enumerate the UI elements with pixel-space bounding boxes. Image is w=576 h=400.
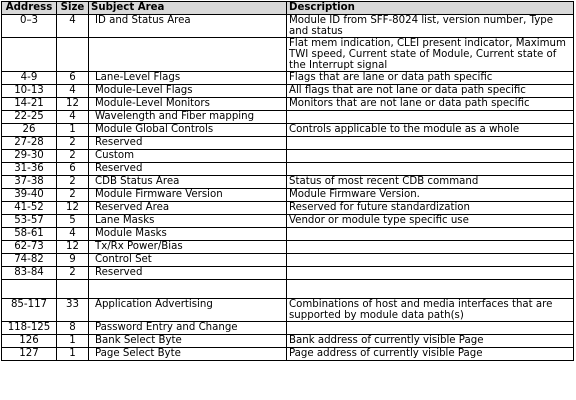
table-row (2, 280, 574, 299)
memory-map-table (1, 1, 574, 361)
cell-address (2, 38, 57, 72)
table-row (2, 137, 574, 150)
cell-subject-area: Tx/Rx Power/Bias (89, 241, 287, 254)
cell-subject-area: Reserved (89, 137, 287, 150)
cell-address: 127 (2, 348, 57, 361)
table-row (2, 163, 574, 176)
table-row (2, 98, 574, 111)
cell-subject-area: Bank Select Byte (89, 335, 287, 348)
table-row (2, 202, 574, 215)
cell-address: 74-82 (2, 254, 57, 267)
cell-size: 33 (57, 299, 89, 322)
cell-description (287, 280, 574, 299)
cell-address: 118-125 (2, 322, 57, 335)
cell-subject-area (89, 38, 287, 72)
cell-address: 39-40 (2, 189, 57, 202)
cell-size: 6 (57, 72, 89, 85)
table-row (2, 228, 574, 241)
cell-description: Module Firmware Version. (287, 189, 574, 202)
table-row (2, 254, 574, 267)
cell-subject-area: Custom (89, 150, 287, 163)
cell-size: 4 (57, 15, 89, 38)
cell-address: 29-30 (2, 150, 57, 163)
cell-size: 2 (57, 189, 89, 202)
table-row (2, 176, 574, 189)
header-size: Size (57, 2, 89, 15)
cell-description (287, 150, 574, 163)
cell-description (287, 137, 574, 150)
cell-subject-area: Control Set (89, 254, 287, 267)
cell-size: 4 (57, 228, 89, 241)
cell-address: 62-73 (2, 241, 57, 254)
cell-description (287, 111, 574, 124)
cell-subject-area: Module-Level Flags (89, 85, 287, 98)
table-row (2, 15, 574, 38)
table-row (2, 335, 574, 348)
cell-subject-area: Lane Masks (89, 215, 287, 228)
cell-size: 2 (57, 176, 89, 189)
cell-description: Status of most recent CDB command (287, 176, 574, 189)
cell-description: Flags that are lane or data path specific (287, 72, 574, 85)
header-description: Description (287, 2, 574, 15)
cell-subject-area: Module-Level Monitors (89, 98, 287, 111)
cell-size: 1 (57, 124, 89, 137)
table-row (2, 124, 574, 137)
cell-subject-area: Reserved Area (89, 202, 287, 215)
cell-subject-area: Module Masks (89, 228, 287, 241)
cell-description: Controls applicable to the module as a whole (287, 124, 574, 137)
cell-description (287, 254, 574, 267)
cell-address: 10-13 (2, 85, 57, 98)
cell-subject-area: ID and Status Area (89, 15, 287, 38)
cell-description (287, 228, 574, 241)
cell-address: 58-61 (2, 228, 57, 241)
cell-address: 14-21 (2, 98, 57, 111)
cell-size: 8 (57, 322, 89, 335)
table-row (2, 322, 574, 335)
cell-size: 2 (57, 137, 89, 150)
cell-subject-area: CDB Status Area (89, 176, 287, 189)
cell-description (287, 322, 574, 335)
cell-size: 9 (57, 254, 89, 267)
cell-size (57, 38, 89, 72)
table-row (2, 72, 574, 85)
cell-description: Monitors that are not lane or data path specific (287, 98, 574, 111)
table-row (2, 348, 574, 361)
table-row (2, 299, 574, 322)
table-row (2, 267, 574, 280)
cell-size: 12 (57, 241, 89, 254)
cell-address (2, 280, 57, 299)
cell-description: Reserved for future standardization (287, 202, 574, 215)
cell-subject-area: Wavelength and Fiber mapping (89, 111, 287, 124)
header-address: Address (2, 2, 57, 15)
cell-description: All flags that are not lane or data path specific (287, 85, 574, 98)
cell-subject-area: Reserved (89, 267, 287, 280)
table-row (2, 85, 574, 98)
cell-description: Page address of currently visible Page (287, 348, 574, 361)
cell-subject-area: Application Advertising (89, 299, 287, 322)
cell-address: 0–3 (2, 15, 57, 38)
cell-description (287, 241, 574, 254)
cell-description (287, 163, 574, 176)
cell-address: 83-84 (2, 267, 57, 280)
cell-address: 26 (2, 124, 57, 137)
table-row (2, 189, 574, 202)
cell-description: Combinations of host and media interfaces that are supported by module data path(s) (287, 299, 574, 322)
table-row (2, 111, 574, 124)
cell-subject-area: Lane-Level Flags (89, 72, 287, 85)
cell-address: 53-57 (2, 215, 57, 228)
cell-size: 1 (57, 335, 89, 348)
cell-description: Module ID from SFF-8024 list, version number, Type and status (287, 15, 574, 38)
header-subject-area: Subject Area (89, 2, 287, 15)
cell-description (287, 267, 574, 280)
cell-subject-area: Module Global Controls (89, 124, 287, 137)
cell-address: 37-38 (2, 176, 57, 189)
cell-address: 4-9 (2, 72, 57, 85)
cell-subject-area: Reserved (89, 163, 287, 176)
cell-size: 4 (57, 85, 89, 98)
table-body (2, 15, 574, 361)
cell-size: 5 (57, 215, 89, 228)
cell-subject-area: Password Entry and Change (89, 322, 287, 335)
cell-description: Bank address of currently visible Page (287, 335, 574, 348)
table-header-row (2, 2, 574, 15)
cell-address: 31-36 (2, 163, 57, 176)
cell-subject-area: Module Firmware Version (89, 189, 287, 202)
cell-address: 126 (2, 335, 57, 348)
cell-size: 2 (57, 150, 89, 163)
cell-address: 22-25 (2, 111, 57, 124)
cell-description: Flat mem indication, CLEI present indicator, Maximum TWI speed, Current state of Module, Current state of the Interrupt signal (287, 38, 574, 72)
table-row (2, 38, 574, 72)
table-row (2, 150, 574, 163)
cell-address: 85-117 (2, 299, 57, 322)
cell-size (57, 280, 89, 299)
cell-subject-area (89, 280, 287, 299)
cell-size: 12 (57, 202, 89, 215)
cell-size: 2 (57, 267, 89, 280)
cell-description: Vendor or module type specific use (287, 215, 574, 228)
cell-size: 12 (57, 98, 89, 111)
cell-size: 4 (57, 111, 89, 124)
table-row (2, 241, 574, 254)
cell-subject-area: Page Select Byte (89, 348, 287, 361)
table-row (2, 215, 574, 228)
cell-size: 1 (57, 348, 89, 361)
cell-size: 6 (57, 163, 89, 176)
cell-address: 27-28 (2, 137, 57, 150)
cell-address: 41-52 (2, 202, 57, 215)
